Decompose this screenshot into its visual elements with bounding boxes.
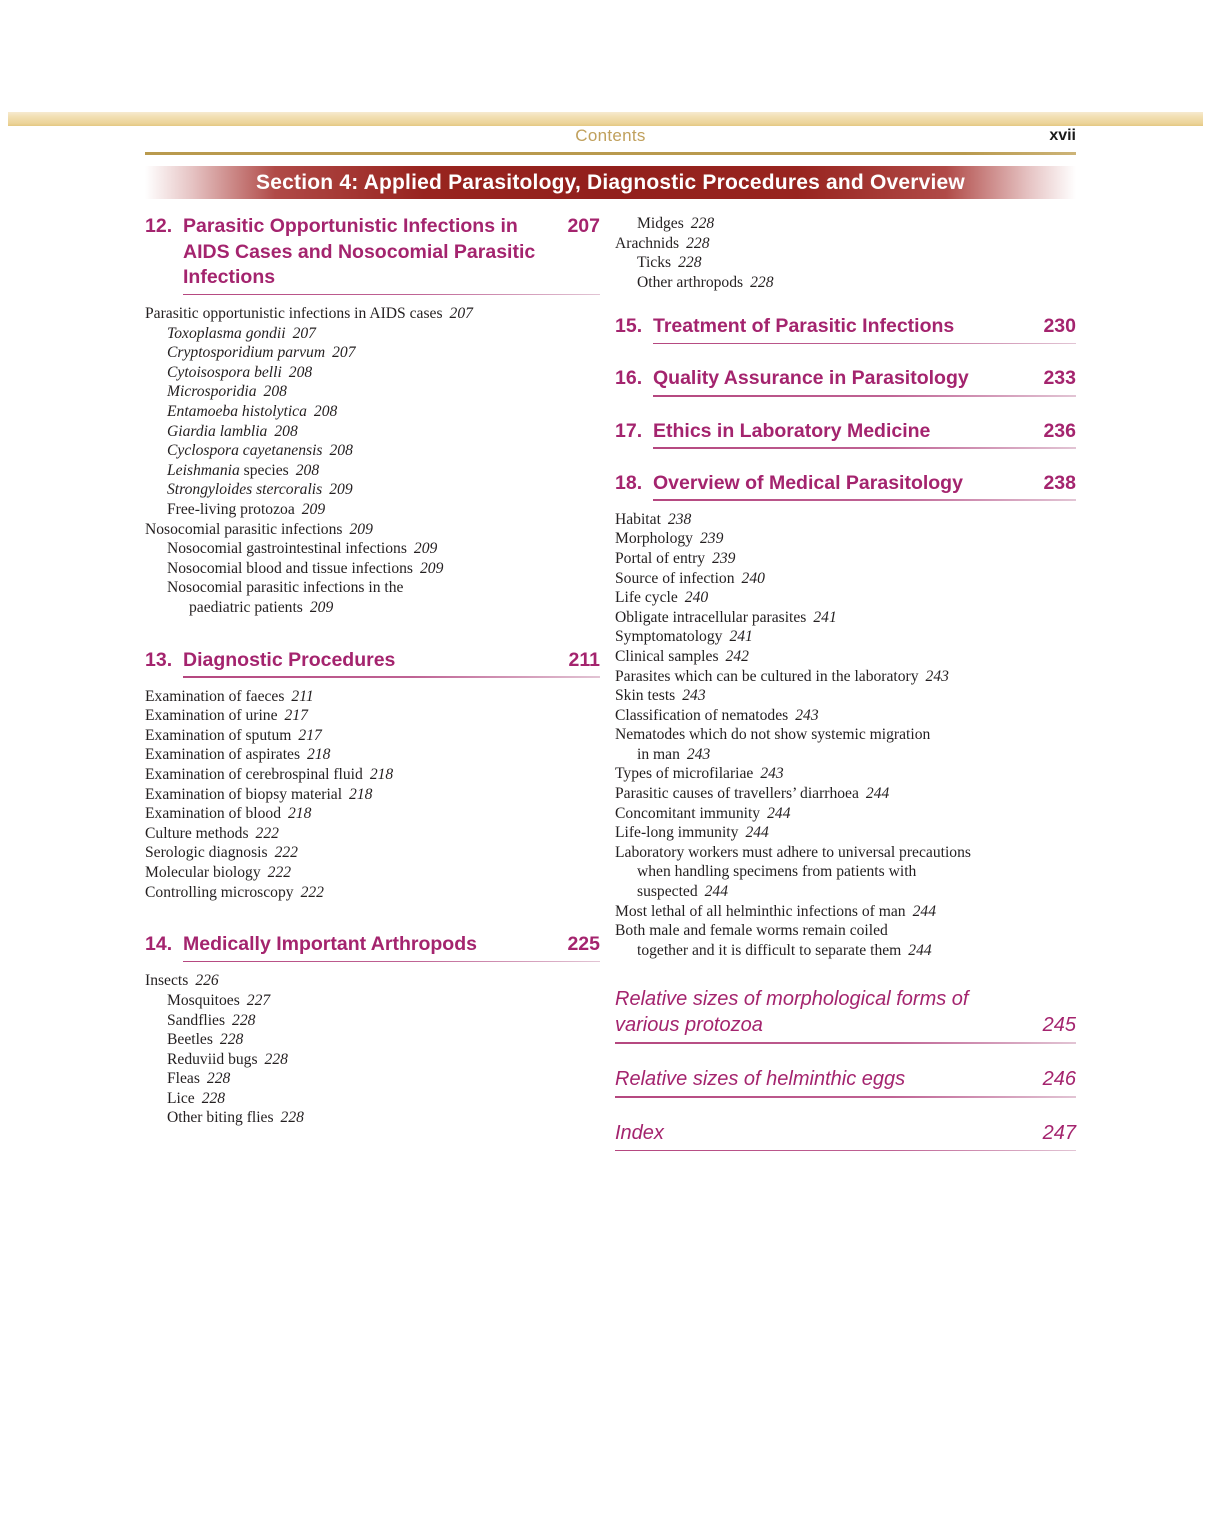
toc-entry-label: Examination of sputum (145, 726, 292, 744)
toc-chapter-page: 236 (1043, 419, 1076, 442)
toc-backmatter-rule (615, 1042, 1076, 1044)
toc-entry-page: 222 (267, 864, 292, 882)
toc-entry[interactable] (637, 253, 1076, 273)
toc-chapter-rule (183, 961, 600, 963)
toc-entry-label: Habitat (615, 510, 661, 528)
toc-entry-page: 217 (284, 707, 308, 725)
toc-chapter[interactable] (615, 314, 1076, 344)
toc-backmatter-page: 246 (1042, 1068, 1076, 1090)
toc-entry[interactable] (167, 402, 600, 422)
toc-entry-continuation: when handling specimens from patients with (637, 863, 917, 881)
toc-entry-label: Examination of urine (145, 707, 278, 725)
toc-entry-label: Most lethal of all helminthic infections of man (615, 902, 906, 920)
toc-entry-label: Giardia lamblia (167, 422, 268, 440)
toc-entry[interactable] (615, 706, 1076, 726)
toc-entry-label: Examination of cerebrospinal fluid (145, 766, 363, 784)
toc-chapter-number: 14. (145, 933, 173, 956)
toc-chapter-number: 12. (145, 215, 173, 237)
toc-entry-page: 209 (420, 559, 444, 577)
toc-entry-page: 244 (704, 883, 729, 901)
toc-entry-label: Molecular biology (145, 864, 261, 882)
toc-backmatter-row[interactable] (615, 986, 1076, 1038)
spacer (615, 292, 1076, 314)
toc-entry[interactable] (167, 1050, 600, 1070)
toc-entry[interactable] (145, 706, 600, 726)
toc-entry[interactable] (167, 343, 600, 363)
toc-chapter[interactable] (145, 214, 600, 618)
toc-entry[interactable] (615, 529, 1076, 549)
toc-entry[interactable] (167, 441, 600, 461)
toc-entry[interactable] (615, 804, 1076, 824)
toc-entry-page: 207 (332, 344, 356, 362)
toc-chapter-page: 238 (1043, 471, 1076, 494)
toc-entry-list (145, 304, 600, 618)
toc-chapter[interactable] (615, 419, 1076, 449)
toc-entry-label: Life cycle (615, 589, 678, 607)
toc-chapter-rule (653, 447, 1076, 449)
page-header (145, 126, 1076, 150)
toc-entry-page: 241 (813, 608, 837, 626)
toc-entry-label: Symptomatology (615, 628, 723, 646)
toc-entry-label: Source of infection (615, 569, 735, 587)
toc-entry-label: Free-living protozoa (167, 501, 295, 519)
toc-entry-label: Arachnids (615, 234, 680, 252)
toc-entry-label: Nosocomial parasitic infections in the (167, 579, 404, 597)
toc-backmatter-page: 245 (1042, 1014, 1076, 1037)
toc-entry-page: 209 (413, 540, 438, 558)
toc-entry[interactable] (167, 1011, 600, 1031)
toc-entry[interactable] (167, 578, 600, 617)
toc-chapter-title: Ethics in Laboratory Medicine (653, 419, 931, 442)
toc-entry-label: Examination of biopsy material (145, 785, 343, 803)
toc-chapter[interactable] (615, 366, 1076, 396)
toc-chapter-heading[interactable] (145, 932, 600, 958)
toc-backmatter-item[interactable] (615, 986, 1076, 1044)
toc-entry-label: Parasitic opportunistic infections in AIDS cases (145, 305, 443, 323)
header-divider-rule (145, 152, 1076, 155)
toc-left-column (145, 214, 600, 1128)
toc-entry-label: Parasitic causes of travellers’ diarrhoea (615, 785, 859, 803)
running-head-contents: Contents (575, 126, 646, 145)
toc-entry-page: 227 (246, 991, 271, 1009)
toc-chapter-page: 211 (568, 648, 600, 671)
toc-entry[interactable] (615, 843, 1076, 902)
toc-entry-label: Entamoeba histolytica (167, 403, 307, 421)
toc-chapter-rule (183, 294, 600, 296)
toc-entry-label: Insects (145, 972, 189, 990)
toc-entry-label: Cytoisospora belli (167, 363, 282, 381)
toc-chapter[interactable] (615, 471, 1076, 961)
toc-entry-label: Reduviid bugs (167, 1050, 258, 1068)
toc-backmatter-title: Relative sizes of helminthic eggs (615, 1068, 906, 1090)
toc-entry-label: Life-long immunity (615, 824, 739, 842)
toc-backmatter-item[interactable] (615, 1120, 1076, 1152)
toc-entry-page: 222 (274, 844, 298, 862)
toc-entry-label: Nematodes which do not show systemic migration (615, 726, 931, 744)
toc-entry[interactable] (145, 971, 600, 991)
spacer (615, 344, 1076, 366)
toc-chapter-title: Overview of Medical Parasitology (653, 471, 963, 494)
toc-entry[interactable] (145, 804, 600, 824)
toc-chapter-title: Quality Assurance in Parasitology (653, 367, 969, 390)
spacer (615, 397, 1076, 419)
toc-entry-label: Ticks (637, 254, 672, 272)
toc-entry-page: 242 (725, 647, 749, 665)
toc-chapter-title: Diagnostic Procedures (183, 648, 396, 671)
toc-entry[interactable] (145, 687, 600, 707)
toc-entry-page: 208 (288, 363, 313, 381)
toc-entry-label: Microsporidia (167, 383, 257, 401)
toc-entry[interactable] (615, 569, 1076, 589)
toc-entry[interactable] (615, 823, 1076, 843)
toc-entry-label: Cyclospora cayetanensis (167, 442, 323, 460)
toc-entry[interactable] (167, 1030, 600, 1050)
toc-entry-list (145, 687, 600, 903)
toc-entry-label: Mosquitoes (167, 991, 240, 1009)
toc-entry-label: Controlling microscopy (145, 883, 294, 901)
toc-entry-label: Classification of nematodes (615, 706, 789, 724)
toc-entry-label: Parasites which can be cultured in the laboratory (615, 667, 919, 685)
toc-entry-page: 228 (232, 1011, 256, 1029)
toc-entry-label: Clinical samples (615, 647, 719, 665)
toc-entry-continuation: together and it is difficult to separate them 244 (637, 941, 932, 959)
toc-chapter-number: 13. (145, 648, 173, 671)
toc-entry[interactable] (615, 234, 1076, 254)
toc-entry[interactable] (145, 863, 600, 883)
toc-entry[interactable] (615, 608, 1076, 628)
toc-entry-label: Concomitant immunity (615, 804, 761, 822)
toc-chapter-heading[interactable] (615, 366, 1076, 392)
toc-entry[interactable] (145, 883, 600, 903)
toc-chapter[interactable] (145, 648, 600, 903)
toc-entry-page: 244 (767, 804, 791, 822)
toc-entry-page: 240 (741, 569, 765, 587)
toc-backmatter-rule (615, 1096, 1076, 1098)
toc-entry-label: Other biting flies (167, 1109, 274, 1127)
toc-chapter-heading[interactable] (145, 214, 600, 291)
toc-entry-label-roman: species (239, 461, 289, 479)
toc-entry[interactable] (615, 647, 1076, 667)
gold-top-bar (8, 112, 1203, 126)
toc-entry-page: 209 (301, 501, 326, 519)
toc-entry-page: 244 (908, 941, 932, 959)
toc-entry-page: 243 (795, 706, 819, 724)
toc-entry-label: Examination of blood (145, 805, 281, 823)
toc-entry-label: Other arthropods (637, 273, 744, 291)
toc-backmatter-title: Index (615, 1121, 664, 1144)
toc-entry[interactable] (167, 1089, 600, 1109)
toc-entry-label: Serologic diagnosis (145, 844, 268, 862)
toc-entry-page: 244 (912, 902, 936, 920)
toc-chapter-number: 16. (615, 367, 643, 390)
toc-entry-page: 217 (298, 726, 322, 744)
toc-chapter-page: 233 (1043, 367, 1076, 390)
toc-entry[interactable] (615, 627, 1076, 647)
toc-entry[interactable] (145, 765, 600, 785)
toc-entry[interactable] (145, 304, 600, 324)
toc-entry-label: Laboratory workers must adhere to universal precautions (615, 843, 971, 861)
toc-backmatter-rule (615, 1150, 1076, 1152)
toc-entry-page: 207 (292, 324, 316, 342)
toc-entry-page: 222 (255, 824, 279, 842)
toc-entry-page: 244 (745, 824, 769, 842)
toc-entry-page: 218 (288, 805, 312, 823)
toc-chapter-number: 15. (615, 315, 643, 338)
toc-entry[interactable] (167, 363, 600, 383)
toc-chapter-heading[interactable] (615, 419, 1076, 445)
toc-entry[interactable] (167, 324, 600, 344)
toc-entry-page: 228 (678, 254, 702, 272)
toc-entry-page: 218 (307, 746, 331, 764)
toc-entry-label: Beetles (167, 1031, 213, 1049)
toc-entry[interactable] (615, 784, 1076, 804)
toc-entry-list-continued (615, 214, 1076, 292)
toc-entry-page: 209 (349, 520, 373, 538)
toc-entry-label: Types of microfilariae (615, 765, 754, 783)
spacer (145, 618, 600, 648)
toc-entry[interactable] (615, 667, 1076, 687)
toc-entry[interactable] (167, 382, 600, 402)
toc-entry-continuation: paediatric patients 209 (189, 599, 334, 616)
toc-entry-label: Obligate intracellular parasites (615, 608, 807, 626)
toc-backmatter-list (615, 986, 1076, 1151)
toc-entry-page: 208 (274, 422, 298, 440)
toc-entry-list (145, 971, 600, 1128)
toc-chapter-rule (653, 343, 1076, 345)
toc-entry-label: Toxoplasma gondii (167, 324, 286, 342)
toc-entry-label: Lice (167, 1089, 195, 1107)
toc-entry-label: Both male and female worms remain coiled (615, 922, 888, 940)
toc-entry-label: Fleas (167, 1070, 200, 1088)
toc-entry[interactable] (167, 461, 600, 481)
toc-entry[interactable] (637, 214, 1076, 234)
toc-entry[interactable] (637, 273, 1076, 293)
toc-entry[interactable] (145, 843, 600, 863)
toc-chapter-page: 230 (1043, 315, 1076, 338)
toc-entry[interactable] (167, 991, 600, 1011)
toc-entry[interactable] (615, 686, 1076, 706)
toc-entry-label: Leishmania (167, 461, 240, 479)
toc-entry-page: 222 (300, 883, 324, 901)
toc-entry[interactable] (615, 921, 1076, 960)
toc-entry-page: 243 (760, 765, 784, 783)
toc-entry-page: 228 (750, 273, 774, 291)
toc-entry[interactable] (145, 745, 600, 765)
toc-entry-page: 209 (329, 481, 353, 499)
toc-entry-page: 228 (201, 1089, 226, 1107)
toc-entry[interactable] (167, 1108, 600, 1128)
toc-entry-label: Nosocomial blood and tissue infections (167, 559, 413, 577)
toc-entry-page: 207 (449, 305, 473, 323)
toc-entry[interactable] (145, 520, 600, 540)
toc-entry-page: 243 (686, 745, 711, 763)
toc-chapter[interactable] (145, 932, 600, 1128)
toc-entry[interactable] (615, 588, 1076, 608)
toc-entry-page: 208 (329, 442, 353, 460)
toc-chapter-rule (653, 395, 1076, 397)
toc-entry-page: 211 (291, 687, 314, 705)
toc-entry-page: 228 (264, 1050, 288, 1068)
toc-backmatter-row[interactable] (615, 1066, 1076, 1092)
toc-entry-continuation: suspected 244 (637, 883, 729, 901)
toc-entry-label: Culture methods (145, 824, 249, 842)
toc-entry-label: Examination of aspirates (145, 746, 301, 764)
toc-entry-label: Morphology (615, 530, 693, 548)
toc-entry-label: Midges (637, 215, 684, 232)
toc-entry[interactable] (615, 510, 1076, 530)
toc-entry-page: 208 (295, 461, 320, 479)
toc-chapter-title: Parasitic Opportunistic Infections in AIDS Cases and Nosocomial Parasitic Infections (183, 215, 536, 288)
toc-entry-label: Strongyloides stercoralis (167, 481, 323, 499)
toc-backmatter-row[interactable] (615, 1120, 1076, 1146)
spacer (145, 902, 600, 932)
toc-entry-label: Nosocomial gastrointestinal infections (167, 540, 407, 558)
toc-chapter-number: 17. (615, 419, 643, 442)
section-banner-title: Section 4: Applied Parasitology, Diagnostic Procedures and Overview (256, 170, 965, 194)
toc-entry-label: Portal of entry (615, 549, 706, 567)
toc-chapter-heading[interactable] (615, 471, 1076, 497)
toc-entry-label: Cryptosporidium parvum (167, 344, 326, 362)
toc-entry-page: 228 (690, 215, 715, 232)
toc-entry-page: 226 (195, 972, 219, 990)
spacer (615, 449, 1076, 471)
toc-entry-list (615, 510, 1076, 961)
toc-entry[interactable] (615, 725, 1076, 764)
toc-entry[interactable] (167, 559, 600, 579)
toc-entry-page: 218 (349, 785, 373, 803)
toc-entry-page: 228 (280, 1109, 304, 1127)
toc-entry-page: 228 (686, 234, 710, 252)
toc-entry-label: Skin tests (615, 687, 676, 705)
toc-backmatter-item[interactable] (615, 1066, 1076, 1098)
section-banner (145, 166, 1076, 199)
toc-right-column (615, 214, 1076, 1173)
toc-entry[interactable] (615, 902, 1076, 922)
toc-entry-page: 239 (699, 530, 724, 548)
toc-entry[interactable] (145, 726, 600, 746)
toc-entry-page: 240 (684, 589, 709, 607)
toc-entry-label: Sandflies (167, 1011, 226, 1029)
toc-backmatter-title: Relative sizes of morphological forms of various protozoa (615, 988, 969, 1037)
toc-entry-page: 243 (925, 667, 949, 685)
toc-entry[interactable] (615, 549, 1076, 569)
page-folio-number: xvii (1049, 127, 1076, 144)
toc-entry[interactable] (615, 764, 1076, 784)
toc-chapter-number: 18. (615, 471, 643, 494)
toc-chapter-page: 225 (567, 933, 600, 956)
toc-entry-continuation: in man 243 (637, 745, 711, 763)
toc-chapter-title: Treatment of Parasitic Infections (653, 315, 955, 338)
toc-entry-label: Examination of faeces (145, 687, 285, 705)
toc-backmatter-page: 247 (1042, 1121, 1076, 1144)
toc-entry-page: 218 (369, 766, 394, 784)
toc-chapter-title: Medically Important Arthropods (183, 933, 477, 956)
toc-chapter-page: 207 (567, 215, 600, 237)
toc-entry[interactable] (167, 1069, 600, 1089)
toc-entry-page: 239 (712, 549, 736, 567)
toc-chapter-heading[interactable] (615, 314, 1076, 340)
toc-entry[interactable] (145, 785, 600, 805)
toc-chapter-rule (183, 676, 600, 678)
toc-entry-page: 243 (682, 687, 706, 705)
toc-entry-page: 208 (263, 383, 287, 401)
toc-entry-label: Nosocomial parasitic infections (145, 520, 343, 538)
toc-entry-page: 228 (219, 1031, 244, 1049)
toc-entry-page: 244 (865, 785, 890, 803)
toc-entry-page: 209 (309, 599, 334, 616)
toc-entry-page: 208 (313, 403, 338, 421)
toc-entry[interactable] (167, 500, 600, 520)
toc-entry[interactable] (167, 422, 600, 442)
toc-chapter-rule (653, 499, 1076, 501)
toc-entry-page: 238 (667, 510, 692, 528)
toc-entry-page: 228 (206, 1070, 231, 1088)
toc-chapter-heading[interactable] (145, 648, 600, 674)
toc-entry[interactable] (167, 539, 600, 559)
toc-entry[interactable] (145, 824, 600, 844)
toc-entry[interactable] (167, 480, 600, 500)
toc-entry-page: 241 (729, 628, 753, 646)
